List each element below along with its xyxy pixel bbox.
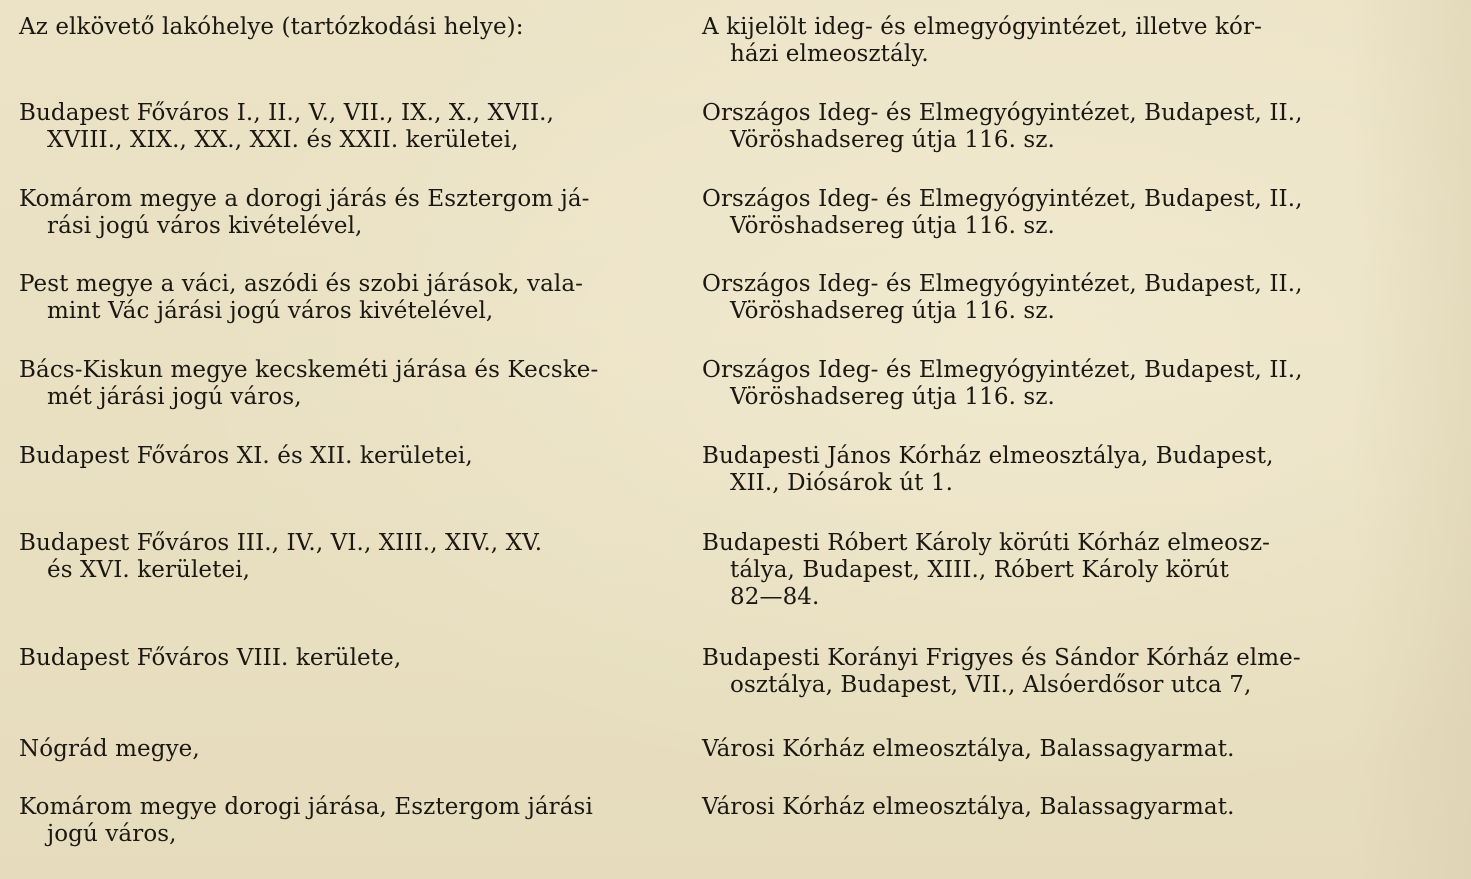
- entry-line: és XVI. kerületei,: [47, 557, 251, 583]
- entry-line: mét járási jogú város,: [47, 384, 302, 410]
- entry-line: Budapest Főváros VIII. kerülete,: [19, 645, 402, 671]
- institution-entry: [702, 357, 1357, 411]
- entry-line: jogú város,: [47, 821, 177, 847]
- entry-line: Komárom megye dorogi járása, Esztergom járási: [19, 794, 593, 820]
- institution-entry: [702, 530, 1357, 611]
- entry-line: Budapesti Korányi Frigyes és Sándor Kórház elme-: [702, 645, 1301, 671]
- institution-entry: [702, 736, 1357, 763]
- entry-line: Vöröshadsereg útja 116. sz.: [730, 298, 1055, 324]
- page-edge-shadow: [1351, 0, 1471, 879]
- right-column-heading: [702, 14, 1262, 68]
- entry-line: tálya, Budapest, XIII., Róbert Károly körút: [730, 557, 1229, 583]
- entry-line: Pest megye a váci, aszódi és szobi járások, vala-: [19, 271, 584, 297]
- entry-line: 82—84.: [730, 584, 820, 610]
- left-column-heading: [19, 14, 524, 41]
- entry-line: Budapesti János Kórház elmeosztálya, Budapest,: [702, 443, 1274, 469]
- institution-entry: [702, 443, 1357, 497]
- entry-line: rási jogú város kivételével,: [47, 213, 363, 239]
- entry-line: Budapest Főváros III., IV., VI., XIII., XIV., XV.: [19, 530, 543, 556]
- institution-entry: [702, 186, 1357, 240]
- entry-line: Vöröshadsereg útja 116. sz.: [730, 384, 1055, 410]
- residence-entry: [19, 271, 689, 325]
- residence-entry: [19, 100, 689, 154]
- entry-line: Országos Ideg- és Elmegyógyintézet, Budapest, II.,: [702, 100, 1303, 126]
- entry-line: Városi Kórház elmeosztálya, Balassagyarmat.: [702, 736, 1235, 762]
- entry-line: Országos Ideg- és Elmegyógyintézet, Budapest, II.,: [702, 186, 1303, 212]
- residence-entry: [19, 186, 689, 240]
- entry-line: Budapesti Róbert Károly körúti Kórház elmeosz-: [702, 530, 1271, 556]
- heading-text-line-2: házi elmeosztály.: [730, 41, 929, 67]
- entry-line: mint Vác járási jogú város kivételével,: [47, 298, 494, 324]
- institution-entry: [702, 645, 1357, 699]
- entry-line: Budapest Főváros XI. és XII. kerületei,: [19, 443, 473, 469]
- residence-entry: [19, 736, 689, 763]
- institution-entry: [702, 794, 1357, 821]
- residence-entry: [19, 645, 689, 672]
- residence-entry: [19, 794, 689, 848]
- entry-line: Vöröshadsereg útja 116. sz.: [730, 127, 1055, 153]
- entry-line: Nógrád megye,: [19, 736, 200, 762]
- entry-line: Vöröshadsereg útja 116. sz.: [730, 213, 1055, 239]
- entry-line: Budapest Főváros I., II., V., VII., IX., X., XVII.,: [19, 100, 554, 126]
- residence-entry: [19, 530, 689, 584]
- entry-line: XVIII., XIX., XX., XXI. és XXII. kerületei,: [47, 127, 519, 153]
- residence-entry: [19, 357, 689, 411]
- entry-line: Városi Kórház elmeosztálya, Balassagyarmat.: [702, 794, 1235, 820]
- heading-text-line-1: A kijelölt ideg- és elmegyógyintézet, illetve kór-: [702, 14, 1262, 40]
- entry-line: XII., Diósárok út 1.: [730, 470, 954, 496]
- entry-line: Bács-Kiskun megye kecskeméti járása és Kecske-: [19, 357, 599, 383]
- entry-line: Országos Ideg- és Elmegyógyintézet, Budapest, II.,: [702, 357, 1303, 383]
- institution-entry: [702, 271, 1357, 325]
- residence-entry: [19, 443, 689, 470]
- heading-text: Az elkövető lakóhelye (tartózkodási helye):: [19, 14, 524, 40]
- entry-line: Komárom megye a dorogi járás és Esztergom já-: [19, 186, 590, 212]
- entry-line: Országos Ideg- és Elmegyógyintézet, Budapest, II.,: [702, 271, 1303, 297]
- entry-line: osztálya, Budapest, VII., Alsóerdősor utca 7,: [730, 672, 1252, 698]
- institution-entry: [702, 100, 1357, 154]
